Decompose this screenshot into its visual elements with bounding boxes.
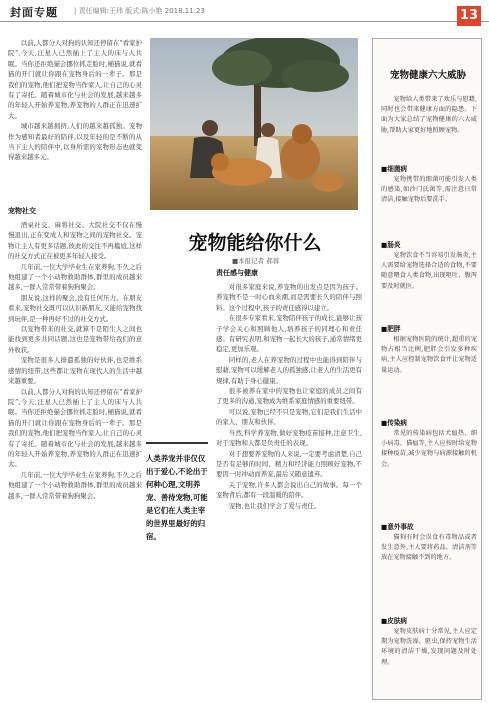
col2-body xyxy=(216,282,362,698)
subhead-social: 宠物社交 xyxy=(8,207,36,215)
sidebar-item-head: ■传染病 xyxy=(381,419,408,427)
paragraph: 以前,人都分人对狗的认知还停留在“看家护院”,今天,汪星人已然插上了主人的床与人共眠。当你还拒绝猫会挪位抓走脸时,桶猫说,就看猫的开门就让你跟在宠物身后的一辈子。那是我们的宠物,他们把宠物当作家人,让自己的心灵有了寄托。随着城市化与社会的发展,越来越多的年轻人开始养宠物,养宠物的人群正在迅速扩大。 xyxy=(8,387,142,469)
sidebar-item-text xyxy=(381,335,477,411)
article-byline: ■本报记者 郝蓉 xyxy=(232,257,280,265)
paragraph: 宠物饮食不当容易引发肠炎,主人需要给宠物选择合适的食物,不要随意喂食人类食物,出现呕吐、腹泻要及时就医。 xyxy=(381,252,477,290)
sidebar-item-head: ■肠炎 xyxy=(381,241,401,249)
paragraph: 关于宠物,许多人都会说出自己的故事。每一个宠物背后,都有一段温暖的陪伴。 xyxy=(216,480,362,500)
paragraph: 酒桌社交、麻将社交、大院社交不仅在慢慢退出,正在变成人和宠物之间的宠物社交。宠物让主人有更多话题,彼此的交往不再尴尬,这样的社交方式正在被更多年轻人接受。 xyxy=(8,221,142,261)
sidebar-item-text xyxy=(381,175,477,235)
sidebar-item-head: ■意外事故 xyxy=(381,523,414,531)
col1-body-top xyxy=(8,38,142,196)
article-title: 宠物能给你什么 xyxy=(188,232,322,254)
paragraph: 对于想要养宠物的人来说,一定要考虑清楚,自己是否有足够的时间、精力和经济能力照顾好宠物,不要因一时冲动而养宠,最后又随意遗弃。 xyxy=(216,449,362,479)
section-name: 封面专题 xyxy=(10,6,58,19)
paragraph: 城市越来越拥挤,人们的越来越孤独。宠物作为感知者最好的陪伴,以及年轻的是不断的从当下主人的陪伴中,以身所需的宠物形态也就变得越来越多元。 xyxy=(8,122,142,162)
paragraph: 在很多专家看来,宠物陪伴孩子的成长,能够让孩子学会关心和照顾他人,培养孩子的同理心和责任感。有研究表明,和宠物一起长大的孩子,通常情绪更稳定,更加乐观。 xyxy=(216,314,362,354)
sidebar-intro xyxy=(381,95,477,159)
sidebar-item-text xyxy=(381,533,477,609)
paragraph: 宠物给人类带来了欢乐与慰藉,同时也会带来健康方面的隐患。下面为大家总结了宠物健康的六大威胁,帮助大家更好地照顾宠物。 xyxy=(381,96,477,134)
paragraph: 宠物皮肤病十分常见,主人应定期为宠物洗澡、驱虫,保持宠物生活环境的清洁干燥,发现问题及时处理。 xyxy=(381,628,477,666)
sidebar-item-head: ■皮肤病 xyxy=(381,617,408,625)
paragraph: 以宠物带来的社交,就算不是陌生人之间也能找到更多共同话题,这也是宠物带给我们的意外收获。 xyxy=(8,325,142,354)
sidebar-item-head: ■细菌病 xyxy=(381,165,408,173)
sidebar-item-text xyxy=(381,429,477,515)
paragraph: 朋友说,这样的聚会,没有任何压力。在朋友看来,宠物社交既可以认识新朋友,又能给宠物找到玩伴,是一种再好不过的社交方式。 xyxy=(8,293,142,323)
paragraph: 可以说,宠物已经不只是宠物,它们是我们生活中的家人、朋友和伙伴。 xyxy=(216,407,362,427)
page-number-badge: 13 xyxy=(457,6,481,26)
paragraph: 猫狗有时会误食有毒物品或者发生意外,主人要将药品、清洁剂等放在宠物接触不到的地方。 xyxy=(381,534,477,562)
paragraph: 同样的,老人在养宠物的过程中也能得到陪伴与慰藉,宠物可以缓解老人的孤独感,让老人的生活更有规律,有助于身心健康。 xyxy=(216,355,362,385)
sidebar-item-head: ■肥胖 xyxy=(381,325,401,333)
paragraph: 宠物,也让我们学会了爱与责任。 xyxy=(228,501,321,510)
subhead-responsibility: 责任感与健康 xyxy=(216,269,258,277)
health-sidebar xyxy=(372,38,482,700)
paragraph: 几年前,一位大学毕业生在家养狗,不久之后他组建了一个小动物救助群体,群里的成员越来越多,一群人常常带着狗狗聚会。 xyxy=(8,470,142,500)
paragraph: 对很多家庭来说,养宠物的出发点是因为孩子。养宠物不是一时心血来潮,而是需要长久的陪伴与照料。这个过程中,孩子的责任感得以建立。 xyxy=(216,283,362,312)
page-header xyxy=(0,0,489,22)
sidebar-item-text xyxy=(381,627,477,695)
pull-quote: 人类养宠并非仅仅出于爱心,不论出于何种心理,文明养宠、善待宠物,可能是它们在人类主宰的世界里最好的归宿。 xyxy=(146,442,208,543)
paragraph: 根据宠物医院的统计,超重的宠物占相当比例,肥胖会引发多种疾病,主人应控制宠物饮食并让宠物适量运动。 xyxy=(381,336,477,374)
couple-with-dogs-photo xyxy=(150,38,358,210)
paragraph: 宠物是很多人排遣孤独的好伙伴,也是维系感情的纽带,这些都让宠物在现代人的生活中越来越重要。 xyxy=(8,356,142,386)
paragraph: 当然,科学养宠物,做好宠物疫苗接种,注意卫生,对于宠物和人都是负责任的表现。 xyxy=(216,428,362,448)
editor-meta: | 责任编辑:王玮 版式:陈小艳 2018.11.23 xyxy=(74,7,205,15)
sidebar-item-text xyxy=(381,251,477,317)
paragraph: 很多被养在家中的宠物也让家庭的成员之间有了更多的沟通,宠物成为维系家庭情感的重要纽带。 xyxy=(216,387,362,406)
paragraph: 宠物携带的细菌可能引发人类的感染,如沙门氏菌等,需注意日常清洁,接触宠物后要洗手。 xyxy=(381,176,477,204)
sidebar-title: 宠物健康六大威胁 xyxy=(389,70,466,81)
paragraph: 几年前,一位大学毕业生在家养狗,不久之后他组建了一个小动物救助群体,群里的成员越来越多,一群人常常带着狗狗聚会。 xyxy=(8,262,142,292)
col1-body-bottom xyxy=(8,220,142,698)
paragraph: 以前,人都分人对狗的认知还停留在“看家护院”,今天,汪星人已然插上了主人的床与人共眠。当你还拒绝猫会挪位抓走脸时,桶猫说,就看猫的开门就让你跟在宠物身后的一辈子。那是我们的宠物,他们把宠物当作家人,让自己的心灵有了寄托。随着城市化与社会的发展,越来越多的年轻人开始养宠物,养宠物的人群正在迅速扩大。 xyxy=(8,39,142,120)
paragraph: 常见的传染病包括犬瘟热、细小病毒、猫瘟等,主人应按时给宠物接种疫苗,减少宠物与病源接触的机会。 xyxy=(381,430,477,468)
